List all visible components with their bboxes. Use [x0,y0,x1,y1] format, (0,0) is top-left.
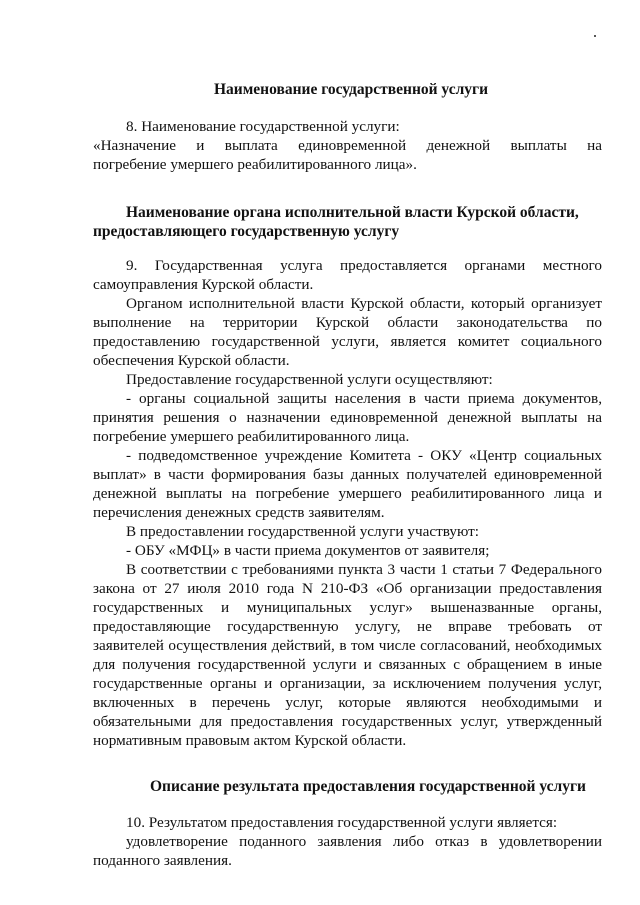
text-line: принятия решения о назначении единовременной денежной выплаты на [93,409,602,426]
text-line: погребение умершего реабилитированного лица». [93,156,417,173]
text-line: нормативным правовым актом Курской области. [93,732,407,749]
text-line: В соответствии с требованиями пункта 3 части 1 статьи 7 Федерального [126,561,602,578]
text-line: 8. Наименование государственной услуги: [126,118,400,135]
text-line: для получения государственной услуги и связанных с обращением в иные [93,656,602,673]
text-line: «Назначение и выплата единовременной денежной выплаты на [93,137,602,154]
section-heading-authority-line1: Наименование органа исполнительной власти Курской области, [126,204,579,221]
text-line: перечисления денежных средств заявителям. [93,504,385,521]
section-heading-authority-line2: предоставляющего государственную услугу [93,223,400,240]
text-line: предоставлению государственной услуги, является комитет социального [93,333,602,350]
text-line: государственные органы и организации, за исключением получения услуг, [93,675,602,692]
text-line: выполнение на территории Курской области законодательства по [93,314,602,331]
text-line: - органы социальной защиты населения в части приема документов, [126,390,602,407]
text-line: 10. Результатом предоставления государственной услуги является: [126,814,558,831]
scan-speck [594,35,596,37]
text-line: предоставляющие государственную услугу, не вправе требовать от [93,618,602,635]
text-line: В предоставлении государственной услуги участвуют: [126,523,479,540]
text-line: - подведомственное учреждение Комитета - ОКУ «Центр социальных [126,447,602,464]
text-line: закона от 27 июля 2010 года N 210-ФЗ «Об организации предоставления [93,580,602,597]
section-heading-service-name: Наименование государственной услуги [214,81,488,98]
text-line: заявителей осуществления действий, в том числе согласований, необходимых [93,637,602,654]
text-line: Предоставление государственной услуги осуществляют: [126,371,493,388]
text-line: погребение умершего реабилитированного лица. [93,428,410,445]
text-line: обеспечения Курской области. [93,352,290,369]
text-line: обязательными для предоставления государственных услуг, утвержденный [93,713,602,730]
text-line: денежной выплаты на погребение умершего реабилитированного лица и [93,485,602,502]
text-line: 9. Государственная услуга предоставляется органами местного [126,257,602,274]
text-line: включенных в перечень услуг, которые являются необходимыми и [93,694,602,711]
text-line: удовлетворение поданного заявления либо отказ в удовлетворении [126,833,602,850]
text-line: выплат» в части формирования базы данных получателей единовременной [93,466,602,483]
text-line: Органом исполнительной власти Курской области, который организует [126,295,602,312]
text-line: - ОБУ «МФЦ» в части приема документов от заявителя; [126,542,490,559]
text-line: государственных и муниципальных услуг» вышеназванные органы, [93,599,602,616]
text-line: поданного заявления. [93,852,232,869]
section-heading-result: Описание результата предоставления государственной услуги [150,778,586,795]
text-line: самоуправления Курской области. [93,276,314,293]
